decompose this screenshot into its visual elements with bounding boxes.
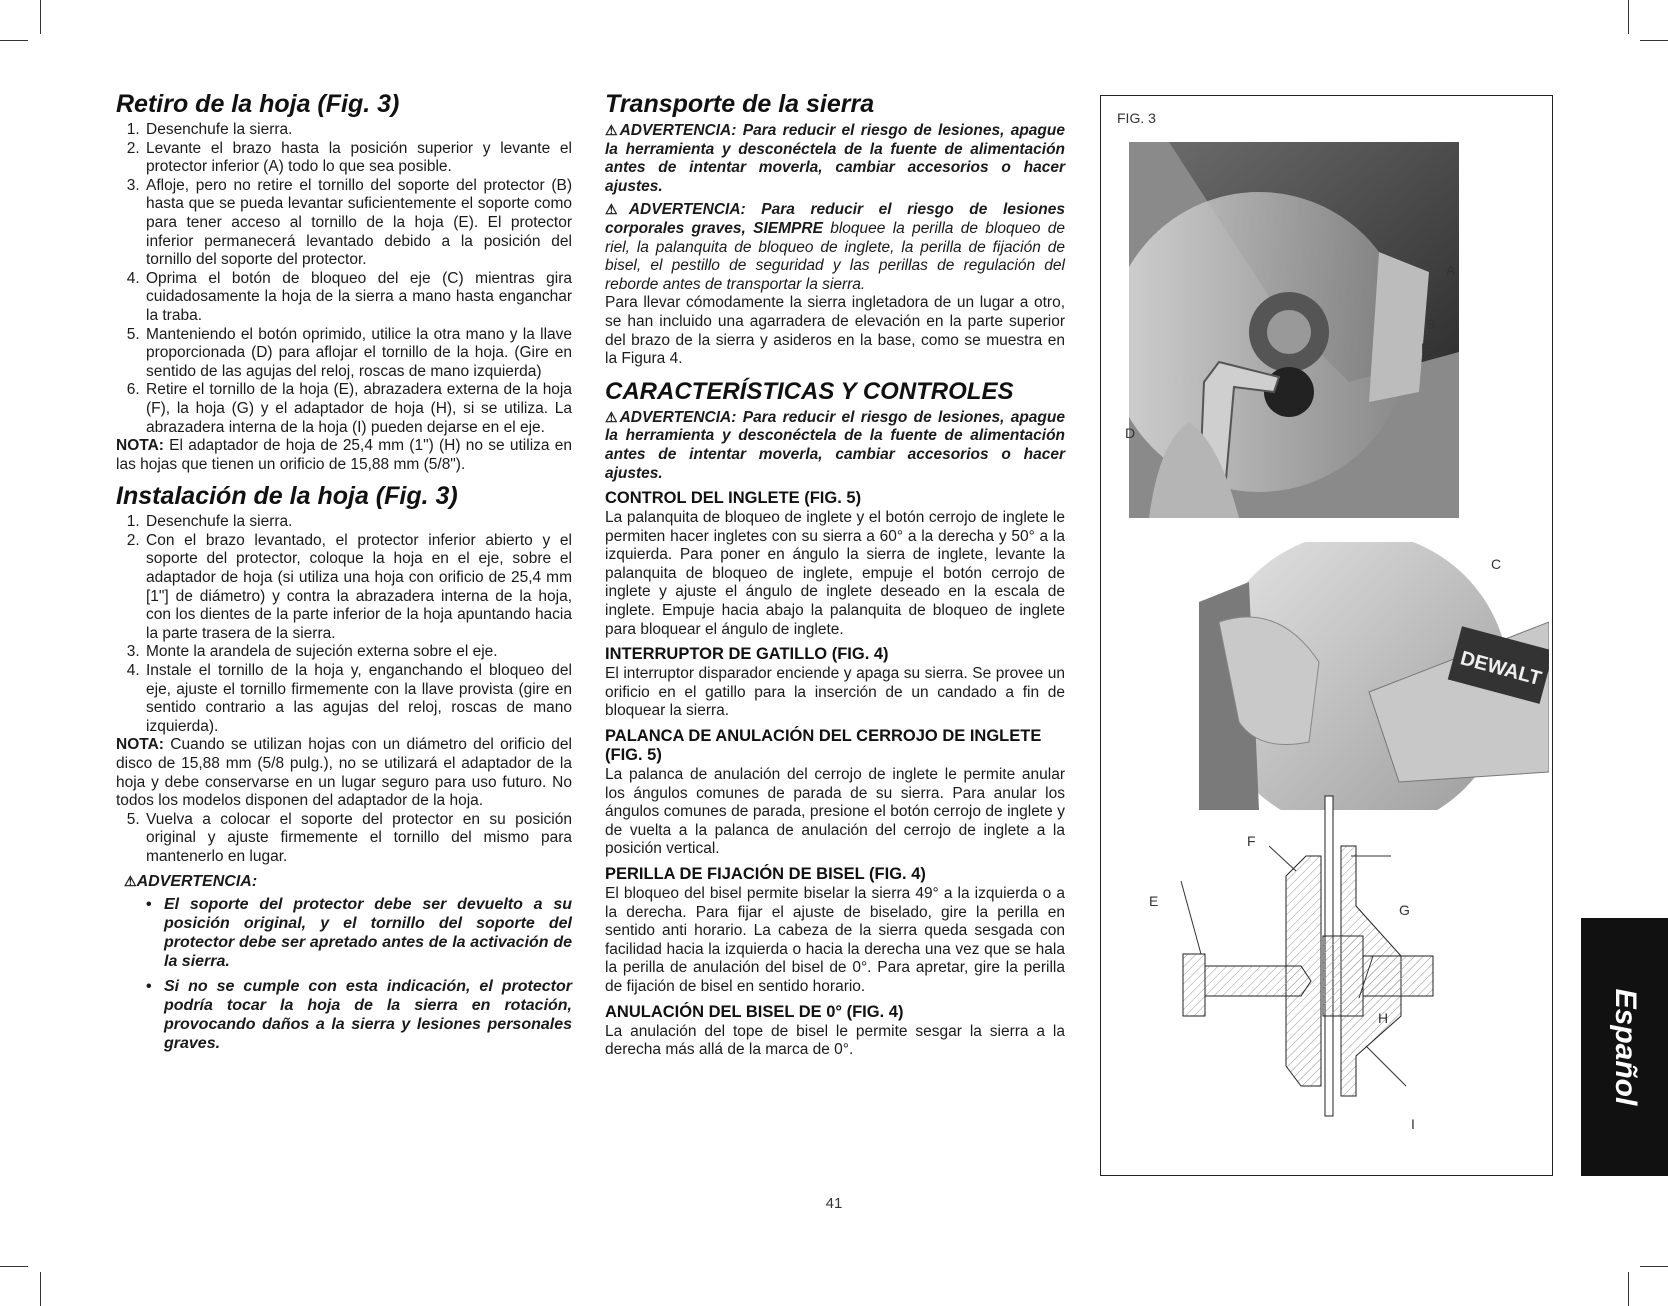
retiro-step-4: 4. Oprima el botón de bloqueo del eje (C) mientras gira cuidadosamente la hoja de la sierra a mano hasta enganchar la traba. <box>144 270 572 326</box>
caracteristicas-warning <box>605 408 1065 483</box>
crop-mark-tr-v <box>1628 0 1629 34</box>
warning-triangle-icon: ⚠ <box>605 201 629 218</box>
callout-C: C <box>1491 556 1502 572</box>
instal-step-5: 5. Vuelva a colocar el soporte del protector en su posición original y ajuste firmemente el tornillo del mismo para mantenerlo en lugar. <box>144 811 572 867</box>
section-text-palanca: La palanca de anulación del cerrojo de inglete le permite anular los ángulos comunes de parada de su sierra. Para anular los ángulos comunes de parada, presione el botón cerrojo de inglete y de vuelta a la palanca de anulación del cerrojo de inglete a la posición vertical. <box>605 766 1065 858</box>
section-title-perilla-bisel: PERILLA DE FIJACIÓN DE BISEL (FIG. 4) <box>605 865 926 883</box>
section-title-control-inglete: CONTROL DEL INGLETE (FIG. 5) <box>605 489 862 508</box>
retiro-step-2: 2. Levante el brazo hasta la posición superior y levante el protector inferior (A) todo lo que sea posible. <box>144 140 572 177</box>
callout-B: B <box>1426 316 1436 332</box>
warning-2-bold: ADVERTENCIA: Para reducir el riesgo de lesiones corporales graves, SIEMPRE <box>605 201 1065 237</box>
language-tab <box>1581 918 1668 1176</box>
retiro-step-1: 1. Desenchufe la sierra. <box>144 121 572 140</box>
blade-removal-photo <box>1129 142 1459 518</box>
nota2-text: Cuando se utilizan hojas con un diámetro del orificio del disco de 15,88 mm (5/8 pulg.), no se utilizará el adaptador de la hoja y debe conservarse en un lugar seguro para uso futuro. No todos los modelos disponen del adaptador de la hoja. <box>116 736 572 810</box>
advertencia-bullet-2: • Si no se cumple con esta indicación, el protector podría tocar la hoja de la sierra en rotación, provocando daños a la sierra y lesiones personales graves. <box>152 977 572 1053</box>
crop-mark-bl-h <box>0 1266 28 1267</box>
crop-mark-br-h <box>1640 1266 1668 1267</box>
warning-triangle-icon: ⚠ <box>605 408 620 425</box>
instal-step-4: 4. Instale el tornillo de la hoja y, enganchando el bloqueo del eje, ajuste el tornillo firmemente con la llave provista (gire en sentido contrario a las agujas del reloj, roscas de mano izquierda). <box>144 662 572 736</box>
instal-step-1: 1. Desenchufe la sierra. <box>144 513 572 532</box>
nota-diametro <box>116 736 572 810</box>
section-text-control-inglete: La palanquita de bloqueo de inglete y el botón cerrojo de inglete le permiten hacer ingletes con su sierra a 60° a la derecha y 50° a la izquierda. Para poner en ángulo la sierra de inglete, levante la palanquita de bloqueo de inglete, empuje el botón cerrojo de inglete y ajuste el ángulo de inglete deseado en la escala de inglete. Empuje hacia abajo la palanquita de bloqueo de inglete para bloquear el ángulo de inglete. <box>605 509 1065 638</box>
left-column <box>116 90 572 1059</box>
language-tab-label: Español <box>1609 988 1642 1106</box>
section-text-perilla-bisel: El bloqueo del bisel permite biselar la sierra 49° a la izquierda o a la derecha. Para fijar el ajuste de biselado, gire la perilla en sentido anti horario. La cabeza de la sierra queda sesgada con facilidad hacia la izquierda o hacia la derecha una vez que se hala la perilla de anulación del bisel de 0°. Para apretar, gire la perilla de fijación de bisel en sentido horario. <box>605 885 1065 995</box>
transporte-text: Para llevar cómodamente la sierra ingletadora de un lugar a otro, se han incluido una agarradera de elevación en la parte superior del brazo de la sierra y asideros en la base, como se muestra en la Figura 4. <box>605 294 1065 368</box>
instal-step-3: 3. Monte la arandela de sujeción externa sobre el eje. <box>144 643 572 662</box>
advertencia-label: ADVERTENCIA: <box>136 872 258 890</box>
instalacion-steps-cont <box>116 811 572 867</box>
nota-text: El adaptador de hoja de 25,4 mm (1") (H) no se utiliza en las hojas que tienen un orificio de 15,88 mm (5/8"). <box>116 437 572 473</box>
callout-D: D <box>1125 425 1136 441</box>
crop-mark-br-v <box>1628 1272 1629 1306</box>
instalacion-title: Instalación de la hoja (Fig. 3) <box>116 482 458 511</box>
warning-1-text: ADVERTENCIA: Para reducir el riesgo de lesiones, apague la herramienta y desconéctela de la fuente de alimentación antes de intentar moverla, cambiar accesorios o hacer ajustes. <box>605 122 1065 195</box>
nota2-label: NOTA: <box>116 736 164 754</box>
callout-A: A <box>1446 262 1456 278</box>
transporte-warning-1 <box>605 121 1065 196</box>
crop-mark-tl-h <box>0 40 28 41</box>
advertencia-bullet-1: • El soporte del protector debe ser devuelto a su posición original, y el tornillo del soporte del protector debe ser apretado antes de la activación de la sierra. <box>152 895 572 971</box>
warning-2-rest: bloquee la perilla de bloqueo de riel, la palanquita de bloqueo de inglete, la perilla de fijación de bisel, el pestillo de seguridad y las perillas de regulación del reborde antes de transportar la sierra. <box>605 219 1065 293</box>
section-text-anulacion-bisel: La anulación del tope de bisel le permite sesgar la sierra a la derecha más allá de la marca de 0°. <box>605 1022 1065 1059</box>
retiro-step-6: 6. Retire el tornillo de la hoja (E), abrazadera externa de la hoja (F), la hoja (G) y el adaptador de hoja (H), si se utiliza. La abrazadera interna de la hoja (I) pueden dejarse en el eje. <box>144 381 572 437</box>
instalacion-steps <box>116 513 572 736</box>
callout-E-bottom: E <box>1149 893 1159 909</box>
retiro-title: Retiro de la hoja (Fig. 3) <box>116 90 400 118</box>
blade-assembly-diagram <box>1101 786 1552 1174</box>
page-number: 41 <box>825 1195 843 1212</box>
nota-adaptador <box>116 437 572 474</box>
callout-F: F <box>1247 833 1256 849</box>
instal-step-2: 2. Con el brazo levantado, el protector inferior abierto y el soporte del protector, coloque la hoja en el eje, sobre el adaptador de hoja (si utiliza una hoja con orificio de 25,4 mm [1"] de diámetro) y contra la abrazadera interna de la hoja, con los dientes de la parte inferior de la hoja apuntando hacia la parte trasera de la sierra. <box>144 532 572 644</box>
crop-mark-tr-h <box>1640 40 1668 41</box>
warning-triangle-icon: ⚠ <box>124 872 137 889</box>
figure-3-box <box>1100 95 1553 1176</box>
section-title-palanca: PALANCA DE ANULACIÓN DEL CERROJO DE INGLETE (FIG. 5) <box>605 727 1042 765</box>
dewalt-logo: DEWALT <box>1457 647 1544 691</box>
warning-3-text: ADVERTENCIA: Para reducir el riesgo de lesiones, apague la herramienta y desconéctela de la fuente de alimentación antes de intentar moverla, cambiar accesorios o hacer ajustes. <box>605 408 1065 482</box>
callout-I: I <box>1411 1116 1415 1132</box>
section-text-interruptor: El interruptor disparador enciende y apaga su sierra. Se provee un orificio en el gatillo para la inserción de un candado a fin de bloquear la sierra. <box>605 665 1065 720</box>
advertencia-heading <box>124 873 572 891</box>
callout-E-top: E <box>1421 340 1431 356</box>
warning-triangle-icon: ⚠ <box>605 122 620 138</box>
section-title-interruptor: INTERRUPTOR DE GATILLO (FIG. 4) <box>605 645 889 664</box>
section-title-anulacion-bisel: ANULACIÓN DEL BISEL DE 0° (FIG. 4) <box>605 1002 904 1021</box>
transporte-title: Transporte de la sierra <box>605 90 875 118</box>
nota-label: NOTA: <box>116 437 164 455</box>
crop-mark-tl-v <box>40 0 41 34</box>
spindle-lock-photo <box>1199 542 1549 810</box>
transporte-warning-2 <box>605 200 1065 294</box>
callout-G: G <box>1399 902 1410 918</box>
retiro-step-3: 3. Afloje, pero no retire el tornillo del soporte del protector (B) hasta que se pueda levantar suficientemente el soporte como para tener acceso al tornillo de la hoja (E). El protector inferior permanecerá levantado debido a la posición del tornillo del soporte del protector. <box>144 177 572 270</box>
crop-mark-bl-v <box>40 1272 41 1306</box>
callout-H: H <box>1378 1010 1389 1026</box>
retiro-step-5: 5. Manteniendo el botón oprimido, utilice la otra mano y la llave proporcionada (D) para aflojar el tornillo de la hoja. (Gire en sentido de las agujas del reloj, roscas de mano izquierda) <box>144 326 572 382</box>
caracteristicas-title: CARACTERÍSTICAS Y CONTROLES <box>605 377 1014 405</box>
figure-label: FIG. 3 <box>1117 110 1156 126</box>
retiro-steps <box>116 121 572 437</box>
middle-column <box>605 90 1065 1060</box>
advertencia-bullets <box>116 895 572 1053</box>
